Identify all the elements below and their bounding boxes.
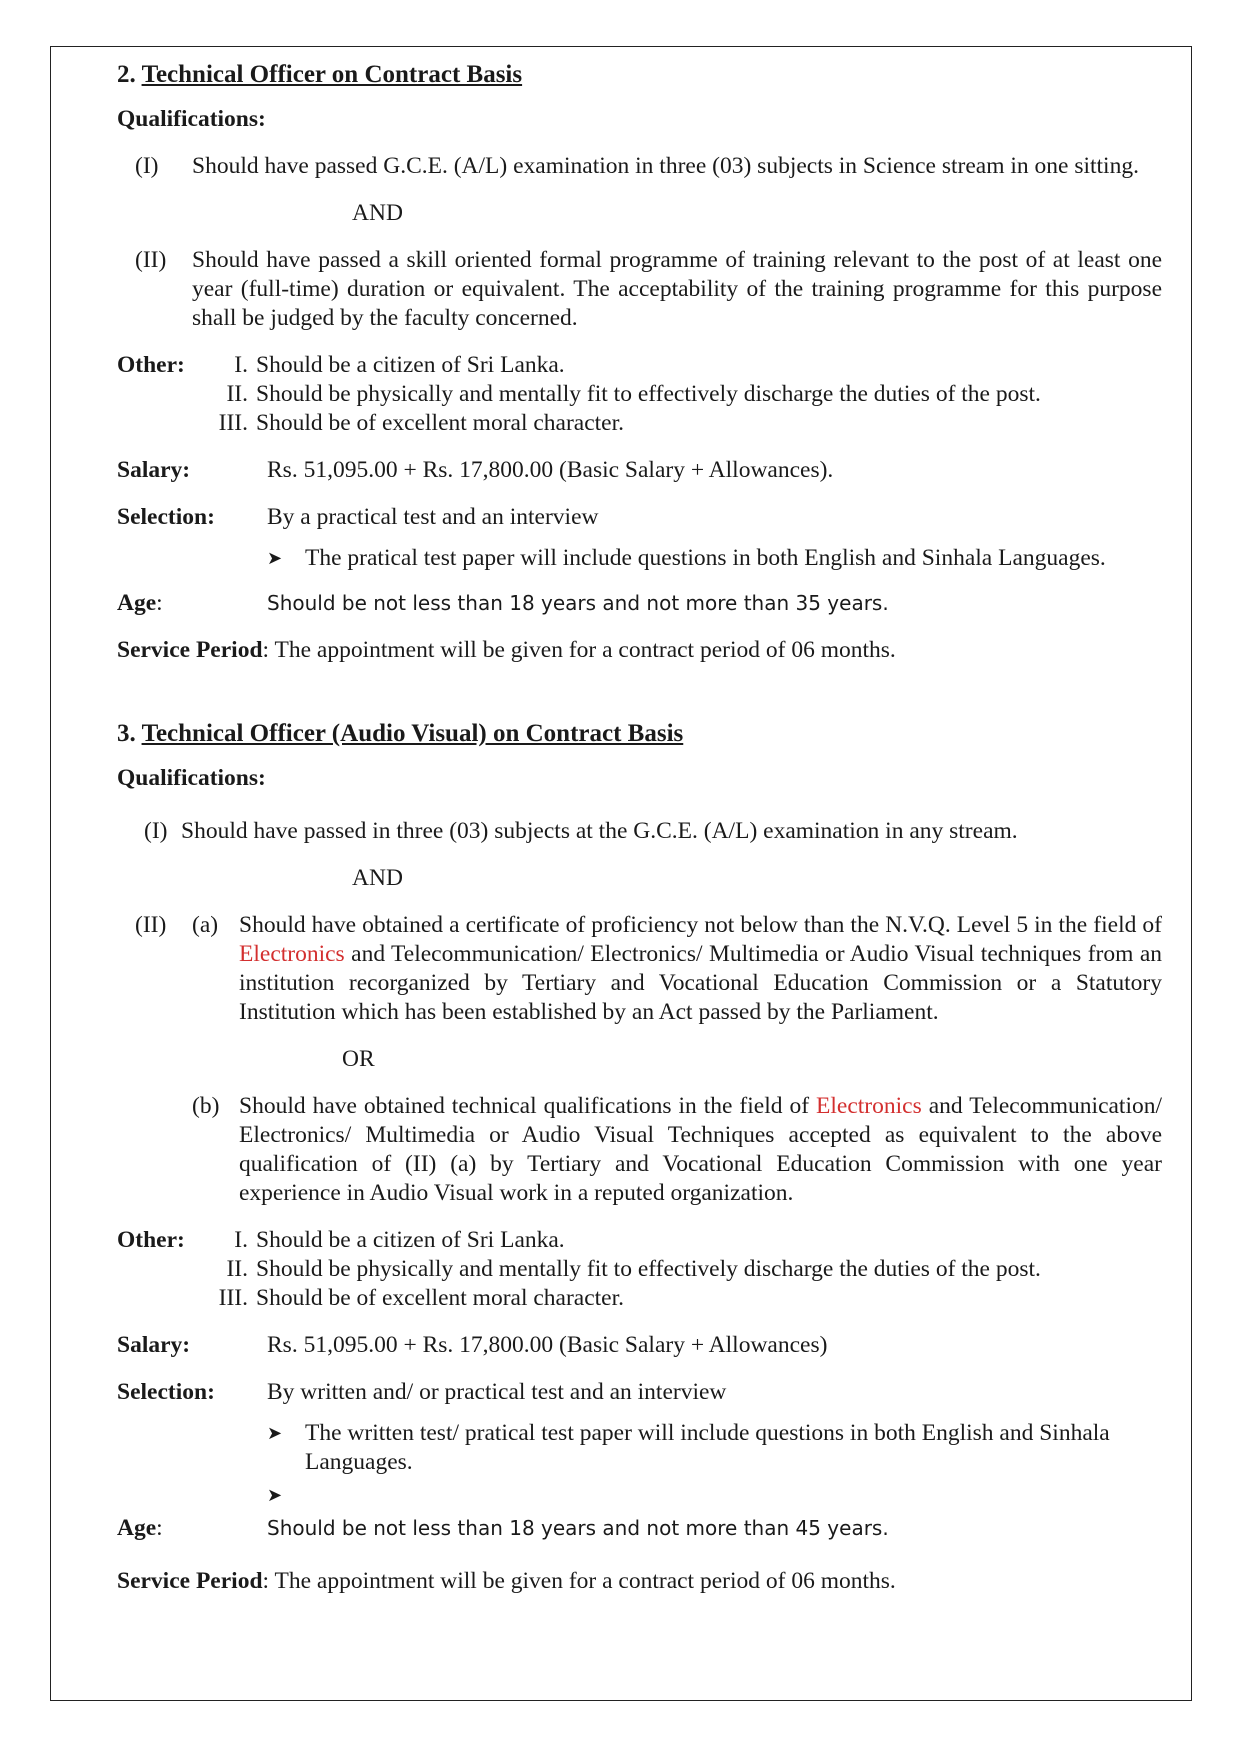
bullet-item: ➤ The pratical test paper will include questions in both English and Sinhala Languages. [267, 545, 1106, 571]
section-2-heading [117, 60, 1162, 89]
sub-qualification-a: (a) Should have obtained a certificate of proficiency not below than the N.V.Q. Level 5 in the field of Electronics and Telecommunication/ Electronics/ Multimedia or Audio Visual techniques from an institution recorganized by Tertiary and Vocational Education Commission or a Statutory Institution which has been established by an Act passed by the Parliament. [192, 912, 1162, 1025]
age-value: Should be not less than 18 years and not more than 45 years. [267, 1516, 889, 1540]
service-value: : The appointment will be given for a contract period of 06 months. [262, 1568, 896, 1594]
salary-label: Salary: [117, 1332, 191, 1358]
other-item: III. Should be of excellent moral character. [218, 1285, 625, 1311]
section-number: 2. [117, 61, 136, 88]
section-title: Technical Officer on Contract Basis [141, 61, 523, 88]
highlighted-term: Electronics [239, 941, 345, 967]
selection-label: Selection: [117, 504, 215, 530]
age-row: Age: Should be not less than 18 years and not more than 35 years. [117, 589, 1162, 618]
salary-value: Rs. 51,095.00 + Rs. 17,800.00 (Basic Salary + Allowances). [267, 457, 834, 483]
qualification-item [117, 817, 1162, 846]
qualification-text: Should have passed G.C.E. (A/L) examination in three (03) subjects in Science stream in one sitting. [192, 153, 1139, 179]
service-label: Service Period [117, 1568, 263, 1594]
service-label: Service Period [117, 637, 263, 663]
qualification-number: (I) [144, 818, 168, 844]
service-value: : The appointment will be given for a contract period of 06 months. [262, 637, 896, 663]
highlighted-term: Electronics [816, 1093, 922, 1119]
age-label: Age [117, 1515, 157, 1541]
section-number: 3. [117, 720, 136, 747]
service-period-row [117, 1567, 1162, 1596]
other-item: I. Should be a citizen of Sri Lanka. [234, 1227, 565, 1253]
salary-row [117, 1331, 1162, 1360]
qualification-item [117, 152, 1162, 181]
qualification-item [117, 246, 1162, 333]
age-row: Age: Should be not less than 18 years and not more than 45 years. [117, 1514, 1162, 1543]
qualification-text: Should have passed a skill oriented formal programme of training relevant to the post of at least one year (full-time) duration or equivalent. The acceptability of the training programme for this purpose shall be judged by the faculty concerned. [192, 247, 1162, 331]
or-separator: OR [342, 1046, 375, 1072]
arrow-bullet-icon: ➤ [267, 1423, 283, 1444]
salary-label: Salary: [117, 457, 191, 483]
selection-row [117, 503, 1162, 532]
and-separator: AND [352, 200, 403, 226]
other-item: II. Should be physically and mentally fit to effectively discharge the duties of the post. [226, 1256, 1041, 1282]
other-label: Other: [117, 1227, 185, 1253]
salary-value: Rs. 51,095.00 + Rs. 17,800.00 (Basic Salary + Allowances) [267, 1332, 828, 1358]
section-title: Technical Officer (Audio Visual) on Contract Basis [141, 720, 684, 747]
qualification-item [117, 911, 1162, 1027]
arrow-bullet-icon: ➤ [267, 548, 283, 569]
service-period-row [117, 636, 1162, 665]
other-item: II. Should be physically and mentally fit to effectively discharge the duties of the post. [226, 381, 1041, 407]
qualifications-label: Qualifications: [117, 765, 266, 791]
bullet-item: ➤ The written test/ pratical test paper will include questions in both English and Sinhala Languages. [267, 1420, 1110, 1475]
qualifications-label: Qualifications: [117, 106, 266, 132]
other-item: III. Should be of excellent moral character. [218, 410, 625, 436]
selection-label: Selection: [117, 1379, 215, 1405]
qualification-number: (II) [135, 912, 167, 938]
age-value: Should be not less than 18 years and not more than 35 years. [267, 591, 889, 615]
and-separator: AND [352, 865, 403, 891]
section-3-heading [117, 719, 1162, 748]
salary-row [117, 456, 1162, 485]
other-requirements [117, 1226, 1162, 1313]
age-label: Age [117, 590, 157, 616]
selection-value: By a practical test and an interview [267, 504, 599, 530]
empty-bullet-item [117, 1481, 1162, 1510]
qualification-item [117, 1092, 1162, 1208]
selection-row [117, 1378, 1162, 1407]
qualification-number: (I) [135, 153, 159, 179]
other-item: I. Should be a citizen of Sri Lanka. [234, 352, 565, 378]
document-content [117, 52, 1162, 1596]
qualification-number: (II) [135, 247, 167, 273]
sub-qualification-b: (b) Should have obtained technical qualifications in the field of Electronics and Telecommunication/ Electronics/ Multimedia or Audio Visual Techniques accepted as equivalent to the above qualification of (II) (a) by Tertiary and Vocational Education Commission with one year experience in Audio Visual work in a reputed organization. [192, 1093, 1163, 1206]
selection-value: By written and/ or practical test and an interview [267, 1379, 727, 1405]
qualification-text: Should have passed in three (03) subjects at the G.C.E. (A/L) examination in any stream. [181, 818, 1018, 844]
arrow-bullet-icon: ➤ [267, 1485, 283, 1506]
other-label: Other: [117, 352, 185, 378]
other-requirements [117, 351, 1162, 438]
